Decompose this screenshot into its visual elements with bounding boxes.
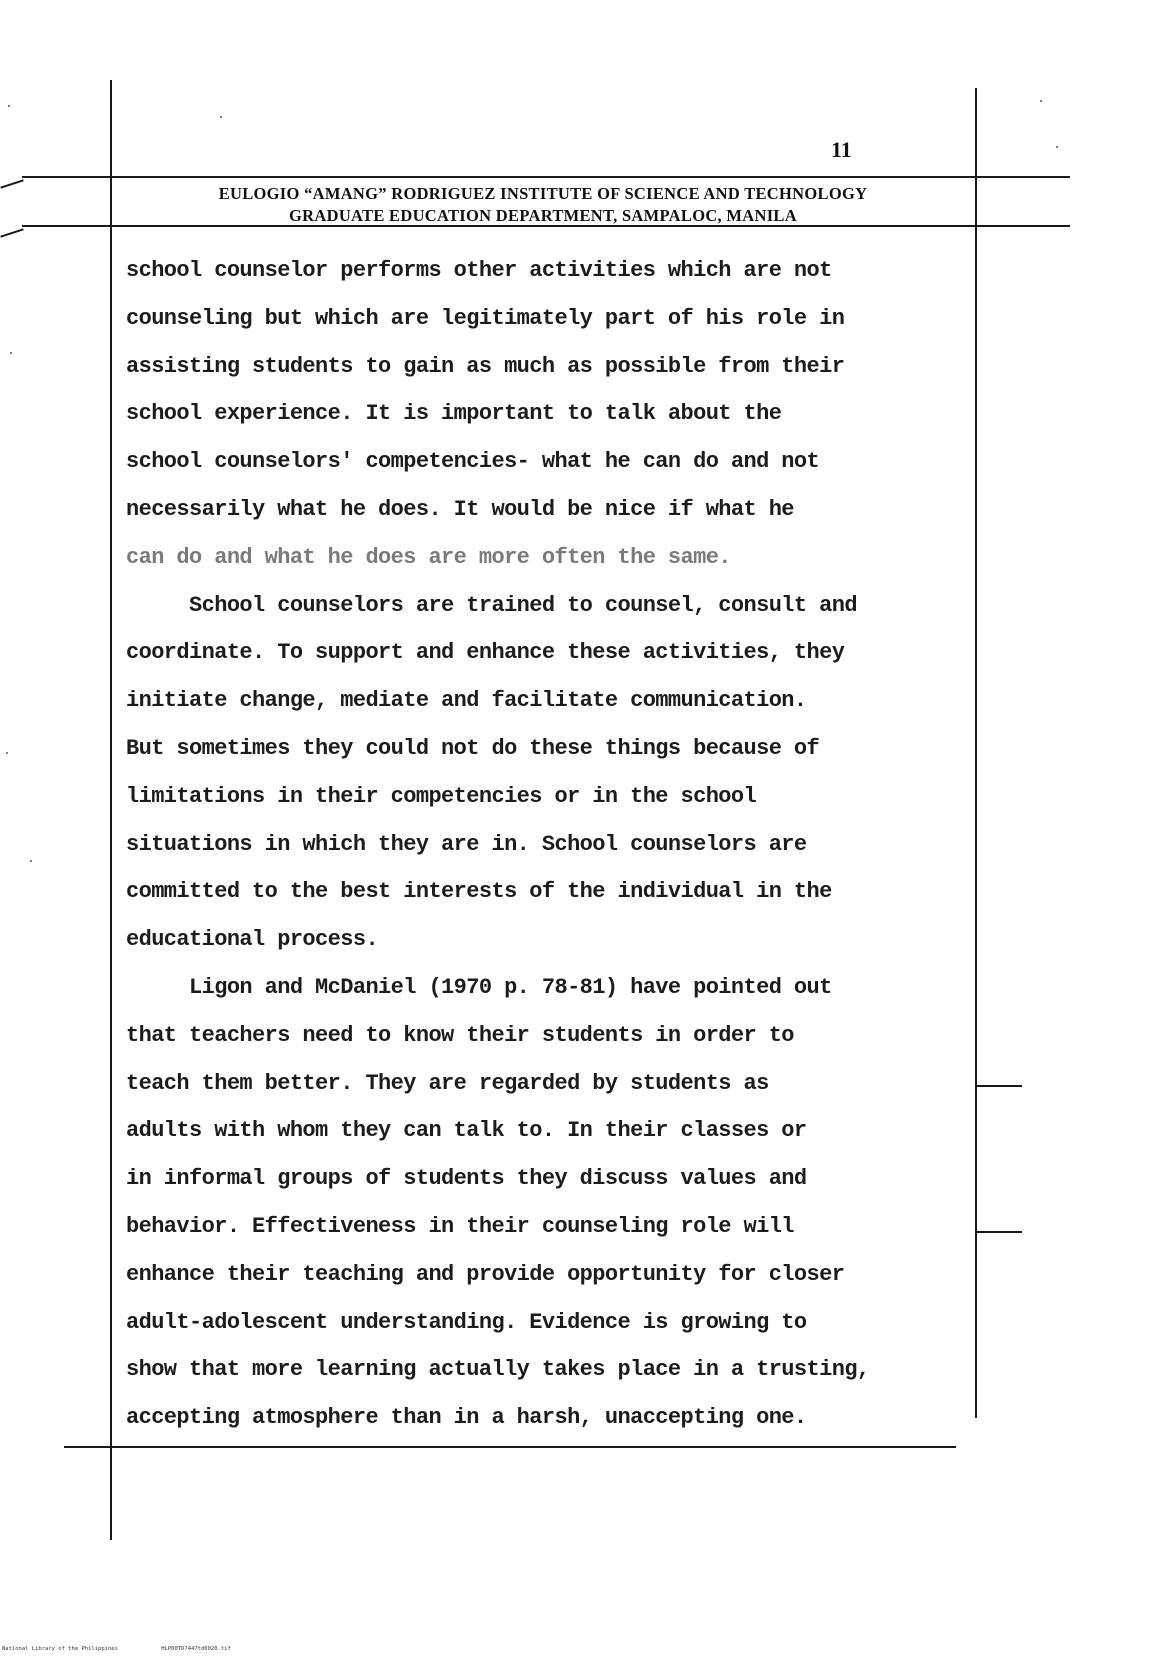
text-line: counseling but which are legitimately part of his role in xyxy=(126,305,845,331)
text-line: But sometimes they could not do these things because of xyxy=(126,735,820,761)
text-line: coordinate. To support and enhance these activities, they xyxy=(126,640,845,666)
text-line: committed to the best interests of the individual in the xyxy=(126,879,832,905)
scan-speck xyxy=(8,105,10,107)
left-margin-rule xyxy=(110,80,112,1540)
scan-speck xyxy=(1056,146,1058,148)
header-top-rule xyxy=(22,176,1070,178)
body-text xyxy=(126,247,976,1442)
text-line: assisting students to gain as much as possible from their xyxy=(126,353,845,379)
text-line: initiate change, mediate and facilitate communication. xyxy=(126,688,807,714)
text-line: school counselors' competencies- what he can do and not xyxy=(126,449,820,475)
text-line: Ligon and McDaniel (1970 p. 78-81) have pointed out xyxy=(126,974,832,1000)
text-line: accepting atmosphere than in a harsh, unaccepting one. xyxy=(126,1405,807,1431)
right-tick-mark-1 xyxy=(976,1085,1022,1087)
scan-speck xyxy=(10,352,12,354)
text-line: school experience. It is important to talk about the xyxy=(126,401,782,427)
text-line: enhance their teaching and provide opportunity for closer xyxy=(126,1261,845,1287)
scan-footer xyxy=(2,1646,271,1652)
text-line: in informal groups of students they discuss values and xyxy=(126,1166,807,1192)
page-number: 11 xyxy=(831,137,852,162)
text-line: educational process. xyxy=(126,927,379,953)
department-name: GRADUATE EDUCATION DEPARTMENT, SAMPALOC, MANILA xyxy=(289,206,797,225)
right-tick-mark-2 xyxy=(976,1231,1022,1233)
scan-speck xyxy=(6,752,8,754)
institution-name: EULOGIO “AMANG” RODRIGUEZ INSTITUTE OF SCIENCE AND TECHNOLOGY xyxy=(218,184,868,203)
file-name: HLP00TD7447td0020.tif xyxy=(161,1646,231,1652)
text-line: School counselors are trained to counsel, consult and xyxy=(126,592,857,618)
text-line: adult-adolescent understanding. Evidence is growing to xyxy=(126,1309,807,1335)
text-line: teach them better. They are regarded by students as xyxy=(126,1070,769,1096)
bottom-rule xyxy=(64,1446,956,1448)
text-line: school counselor performs other activities which are not xyxy=(126,258,832,283)
library-credit: National Library of the Philippines xyxy=(2,1646,118,1652)
text-line: behavior. Effectiveness in their counseling role will xyxy=(126,1213,794,1239)
text-line: adults with whom they can talk to. In their classes or xyxy=(126,1118,807,1144)
institution-header xyxy=(110,183,976,227)
text-line: necessarily what he does. It would be nice if what he xyxy=(126,496,794,522)
text-line: limitations in their competencies or in the school xyxy=(126,783,757,809)
scan-speck xyxy=(220,116,222,118)
header-top-rule-curl xyxy=(0,179,23,188)
header-bottom-rule-curl xyxy=(0,228,23,237)
text-line: situations in which they are in. School counselors are xyxy=(126,831,807,857)
text-line: can do and what he does are more often the same. xyxy=(126,544,731,570)
scan-speck xyxy=(1040,100,1042,102)
scan-speck xyxy=(30,860,32,862)
text-line: show that more learning actually takes place in a trusting, xyxy=(126,1357,870,1383)
text-line: that teachers need to know their students in order to xyxy=(126,1022,794,1048)
